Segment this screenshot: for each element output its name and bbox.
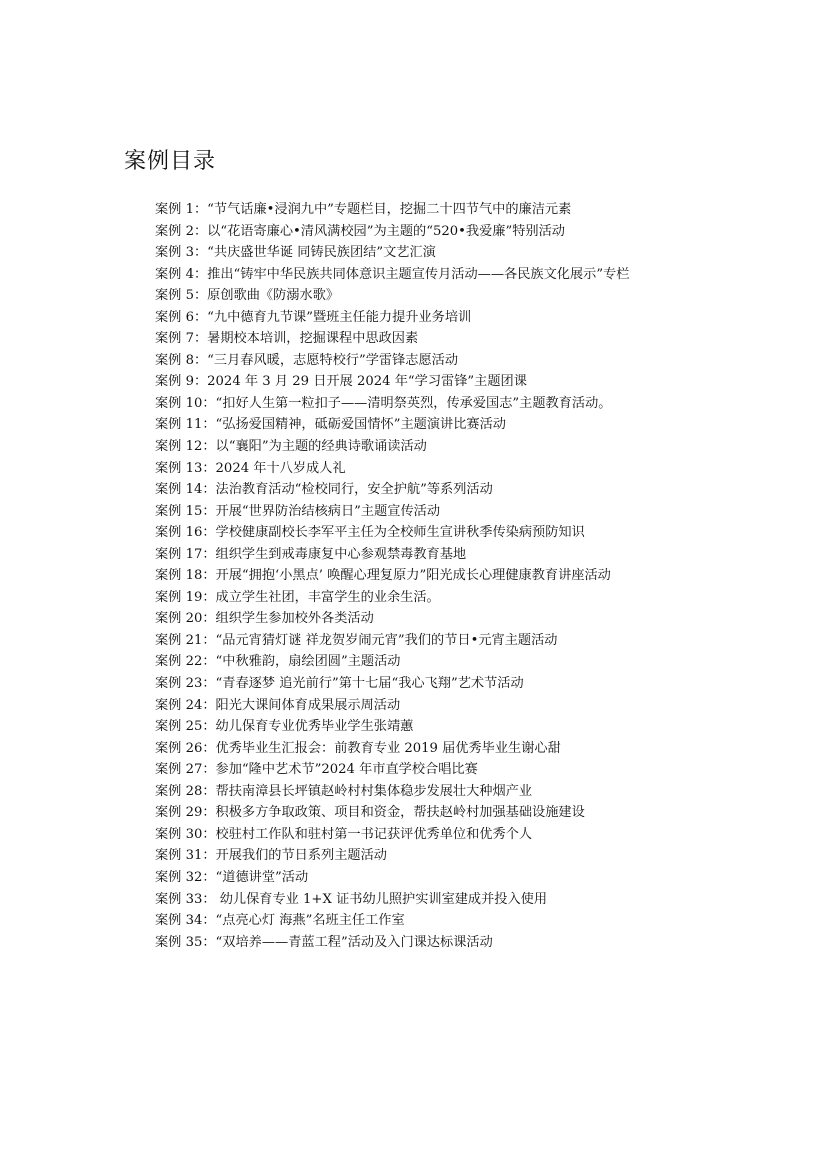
toc-item <box>155 436 775 458</box>
toc-item-text: 案例 14：法治教育活动“检校同行，安全护航”等系列活动 <box>155 482 493 498</box>
toc-item <box>155 199 775 221</box>
toc-item <box>155 738 775 760</box>
toc-item-text: 案例 5：原创歌曲《防溺水歌》 <box>155 288 340 304</box>
toc-item-text: 案例 24：阳光大课间体育成果展示周活动 <box>155 697 401 713</box>
toc-item <box>155 393 775 415</box>
toc-item-text: 案例 33： 幼儿保育专业 1+X 证书幼儿照护实训室建成并投入使用 <box>155 891 548 907</box>
toc-item-text: 案例 35：“双培养——青蓝工程”活动及入门课达标课活动 <box>155 934 493 950</box>
toc-item-text: 案例 32：“道德讲堂”活动 <box>155 869 309 885</box>
toc-item <box>155 781 775 803</box>
toc-item-text: 案例 22：“中秋雅韵，扇绘团圆”主题活动 <box>155 654 401 670</box>
toc-item-text: 案例 6：“九中德育九节课”暨班主任能力提升业务培训 <box>155 309 472 325</box>
toc-item-text: 案例 21：“品元宵猜灯谜 祥龙贺岁闹元宵”我们的节日•元宵主题活动 <box>155 632 558 648</box>
toc-item <box>155 479 775 501</box>
toc-item-text: 案例 8：“三月春风暖，志愿特校行”学雷锋志愿活动 <box>155 352 459 368</box>
toc-item <box>155 867 775 889</box>
toc-item <box>155 910 775 932</box>
toc-item-text: 案例 4：推出“铸牢中华民族共同体意识主题宣传月活动——各民族文化展示”专栏 <box>155 266 630 282</box>
toc-item-text: 案例 17：组织学生到戒毒康复中心参观禁毒教育基地 <box>155 546 467 562</box>
toc-item <box>155 608 775 630</box>
toc-item <box>155 501 775 523</box>
toc-item <box>155 350 775 372</box>
toc-item-text: 案例 27：参加“隆中艺术节”2024 年市直学校合唱比赛 <box>155 762 478 778</box>
toc-item-text: 案例 1：“节气话廉•浸润九中”专题栏目，挖掘二十四节气中的廉洁元素 <box>155 202 572 217</box>
toc-item <box>155 630 775 652</box>
toc-item-text: 案例 20：组织学生参加校外各类活动 <box>155 611 374 627</box>
toc-item-text: 案例 12：以“襄阳”为主题的经典诗歌诵读活动 <box>155 439 427 455</box>
toc-item <box>155 932 775 954</box>
toc-item-text: 案例 28：帮扶南漳县长坪镇赵岭村村集体稳步发展壮大种烟产业 <box>155 783 533 799</box>
toc-item-text: 案例 13：2024 年十八岁成人礼 <box>155 460 346 476</box>
toc-item <box>155 307 775 329</box>
toc-item <box>155 544 775 566</box>
toc-item-text: 案例 3：“共庆盛世华诞 同铸民族团结”文艺汇演 <box>155 245 436 261</box>
toc-item <box>155 371 775 393</box>
toc-item-text: 案例 19：成立学生社团，丰富学生的业余生活。 <box>155 589 440 605</box>
toc-item-text: 案例 7：暑期校本培训，挖掘课程中思政因素 <box>155 331 419 347</box>
toc-item <box>155 565 775 587</box>
toc-item <box>155 824 775 846</box>
toc-item <box>155 522 775 544</box>
toc-item <box>155 414 775 436</box>
toc-item-text: 案例 25：幼儿保育专业优秀毕业学生张靖蕙 <box>155 719 414 735</box>
toc-item-text: 案例 18：开展“拥抱‘小黑点’ 唤醒心理复原力”阳光成长心理健康教育讲座活动 <box>155 568 611 584</box>
toc-item <box>155 221 775 243</box>
toc-item <box>155 845 775 867</box>
toc-item <box>155 242 775 264</box>
toc-item <box>155 673 775 695</box>
toc-item-text: 案例 15：开展“世界防治结核病日”主题宣传活动 <box>155 503 441 519</box>
toc-item-text: 案例 16：学校健康副校长李军平主任为全校师生宣讲秋季传染病预防知识 <box>155 525 585 541</box>
toc-item-text: 案例 31：开展我们的节日系列主题活动 <box>155 848 387 864</box>
toc-item <box>155 328 775 350</box>
toc-item-text: 案例 2：以“花语寄廉心•清风满校园”为主题的“520•我爱廉”特别活动 <box>155 223 565 239</box>
toc-item <box>155 889 775 911</box>
toc-item <box>155 458 775 480</box>
toc-item <box>155 802 775 824</box>
toc-item-text: 案例 10：“扣好人生第一粒扣子——清明祭英烈，传承爱国志”主题教育活动。 <box>155 395 612 411</box>
toc-item-text: 案例 9：2024 年 3 月 29 日开展 2024 年“学习雷锋”主题团课 <box>155 374 527 390</box>
toc-item-text: 案例 34：“点亮心灯 海燕”名班主任工作室 <box>155 913 405 929</box>
toc-item-text: 案例 23：“青春逐梦 追光前行”第十七届“我心飞翔”艺术节活动 <box>155 676 524 692</box>
toc-list <box>155 199 775 953</box>
toc-item-text: 案例 30：校驻村工作队和驻村第一书记获评优秀单位和优秀个人 <box>155 826 533 842</box>
toc-item <box>155 264 775 286</box>
toc-item-text: 案例 11：“弘扬爱国精神，砥砺爱国情怀”主题演讲比赛活动 <box>155 417 506 433</box>
toc-item <box>155 695 775 717</box>
page-title: 案例目录 <box>124 149 217 174</box>
toc-item <box>155 587 775 609</box>
toc-item-text: 案例 29：积极多方争取政策、项目和资金，帮扶赵岭村加强基础设施建设 <box>155 805 585 821</box>
toc-item <box>155 651 775 673</box>
toc-item-text: 案例 26：优秀毕业生汇报会：前教育专业 2019 届优秀毕业生谢心甜 <box>155 740 561 756</box>
toc-item <box>155 285 775 307</box>
toc-item <box>155 759 775 781</box>
toc-item <box>155 716 775 738</box>
